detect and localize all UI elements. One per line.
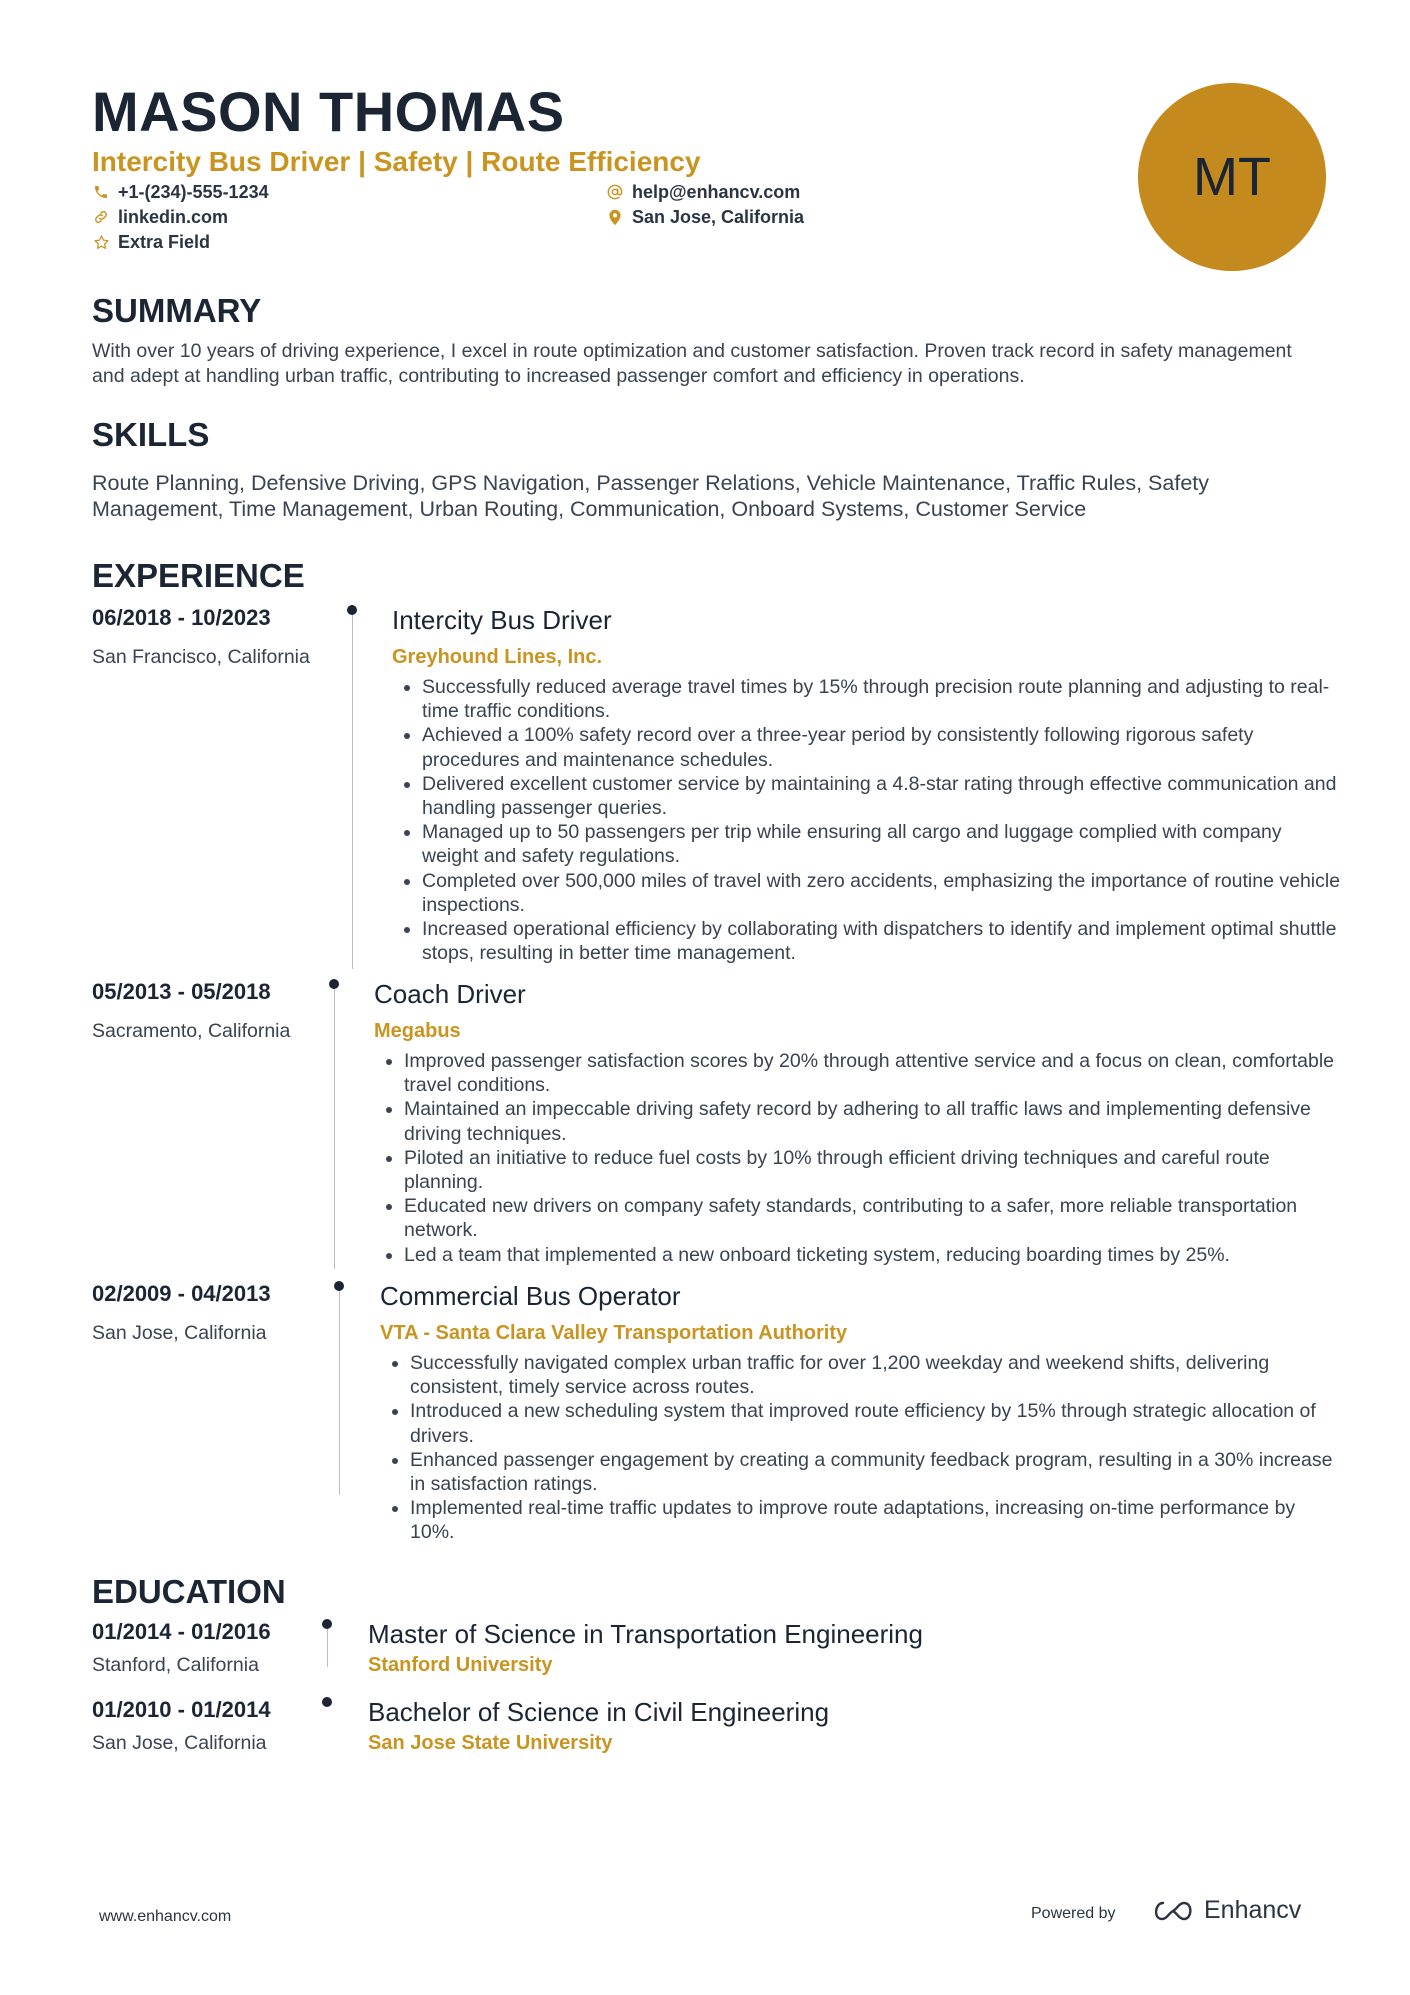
summary-title: SUMMARY [92, 292, 262, 329]
job-bullet: • Led a team that implemented a new onboard ticketing system, reducing boarding times by 25%. [404, 1243, 1334, 1267]
edu-degree: Bachelor of Science in Civil Engineering [368, 1697, 830, 1727]
contact-phone [92, 181, 269, 203]
contact-linkedin[interactable] [92, 206, 228, 228]
candidate-name: MASON THOMAS [92, 80, 565, 143]
at-icon [606, 183, 624, 201]
link-icon [92, 208, 110, 226]
edu-location: San Jose, California [92, 1732, 267, 1754]
job-location: San Francisco, California [92, 646, 310, 668]
job-bullet: • Piloted an initiative to reduce fuel costs by 10% through efficient driving techniques and careful route planning. [404, 1146, 1334, 1194]
job-bullet: • Successfully navigated complex urban traffic for over 1,200 weekday and weekend shifts, delivering consistent, timely service across routes. [410, 1351, 1340, 1399]
powered-by-label: Powered by [1031, 1905, 1116, 1922]
job-dates: 02/2009 - 04/2013 [92, 1281, 271, 1306]
edu-dates: 01/2014 - 01/2016 [92, 1619, 271, 1644]
timeline-line [352, 610, 353, 969]
enhancv-logo-icon [1150, 1899, 1196, 1923]
edu-school: San Jose State University [368, 1732, 613, 1754]
skills-title: SKILLS [92, 416, 210, 453]
timeline-line [327, 1625, 328, 1667]
extra-text: Extra Field [118, 232, 211, 252]
enhancv-brand[interactable] [1150, 1896, 1301, 1925]
edu-degree: Master of Science in Transportation Engineering [368, 1619, 923, 1649]
footer-url[interactable]: www.enhancv.com [99, 1908, 232, 1925]
job-bullet: • Educated new drivers on company safety standards, contributing to a safer, more reliable transportation network. [404, 1194, 1334, 1242]
skills-text: Route Planning, Defensive Driving, GPS Navigation, Passenger Relations, Vehicle Maintenance, Traffic Rules, Safety Management, Time Management, Urban Routing, Communication, Onboard Systems, Customer Service [92, 471, 1210, 521]
job-role: Commercial Bus Operator [380, 1281, 681, 1311]
job-role: Intercity Bus Driver [392, 605, 612, 635]
job-bullet: • Achieved a 100% safety record over a three-year period by consistently following rigorous safety procedures and maintenance schedules. [422, 723, 1342, 771]
timeline-dot [334, 1281, 344, 1291]
avatar: MT [1138, 83, 1326, 271]
linkedin-text: linkedin.com [118, 207, 229, 227]
job-bullets [382, 1049, 1334, 1267]
contact-location [606, 206, 804, 228]
star-icon [92, 233, 110, 251]
job-company: Greyhound Lines, Inc. [392, 646, 603, 668]
job-location: San Jose, California [92, 1322, 267, 1344]
job-location: Sacramento, California [92, 1020, 291, 1042]
timeline-dot [347, 605, 357, 615]
job-role: Coach Driver [374, 979, 526, 1009]
job-bullet: • Enhanced passenger engagement by creating a community feedback program, resulting in a 30% increase in satisfaction ratings. [410, 1448, 1340, 1496]
job-bullet: • Managed up to 50 passengers per trip while ensuring all cargo and luggage complied with company weight and safety regulations. [422, 820, 1342, 868]
location-pin-icon [606, 208, 624, 226]
phone-text: +1-(234)-555-1234 [118, 182, 269, 202]
job-bullet: • Successfully reduced average travel times by 15% through precision route planning and adjusting to real-time traffic conditions. [422, 675, 1342, 723]
brand-text: Enhancv [1204, 1896, 1302, 1924]
timeline-dot [322, 1619, 332, 1629]
job-bullet: • Implemented real-time traffic updates to improve route adaptations, increasing on-time performance by 10%. [410, 1496, 1340, 1544]
education-title: EDUCATION [92, 1573, 286, 1610]
timeline-line [339, 1287, 340, 1495]
phone-icon [92, 183, 110, 201]
email-text: help@enhancv.com [632, 182, 801, 202]
contact-email[interactable] [606, 181, 800, 203]
job-bullet: • Completed over 500,000 miles of travel with zero accidents, emphasizing the importance of routine vehicle inspections. [422, 869, 1342, 917]
job-company: VTA - Santa Clara Valley Transportation Authority [380, 1322, 848, 1344]
timeline-line [334, 985, 335, 1269]
location-text: San Jose, California [632, 207, 805, 227]
timeline-dot [322, 1697, 332, 1707]
job-bullet: • Introduced a new scheduling system that improved route efficiency by 15% through strategic allocation of drivers. [410, 1399, 1340, 1447]
edu-school: Stanford University [368, 1654, 553, 1676]
job-bullets [388, 1351, 1340, 1545]
timeline-dot [329, 979, 339, 989]
edu-location: Stanford, California [92, 1654, 259, 1676]
job-bullet: • Delivered excellent customer service by maintaining a 4.8-star rating through effective communication and handling passenger queries. [422, 772, 1342, 820]
edu-dates: 01/2010 - 01/2014 [92, 1697, 271, 1722]
experience-title: EXPERIENCE [92, 557, 305, 594]
summary-text: With over 10 years of driving experience, I excel in route optimization and customer satisfaction. Proven track record in safety management and adept at handling urban traffic, contributing to increased passenger comfort and efficiency in operations. [92, 340, 1292, 387]
job-bullet: • Improved passenger satisfaction scores by 20% through attentive service and a focus on clean, comfortable travel conditions. [404, 1049, 1334, 1097]
job-company: Megabus [374, 1020, 461, 1042]
contact-extra [92, 231, 210, 253]
job-bullets [400, 675, 1342, 965]
headline: Intercity Bus Driver | Safety | Route Efficiency [92, 146, 701, 177]
job-bullet: • Increased operational efficiency by collaborating with dispatchers to identify and implement optimal shuttle stops, resulting in better time management. [422, 917, 1342, 965]
job-dates: 05/2013 - 05/2018 [92, 979, 271, 1004]
job-bullet: • Maintained an impeccable driving safety record by adhering to all traffic laws and implementing defensive driving techniques. [404, 1097, 1334, 1145]
job-dates: 06/2018 - 10/2023 [92, 605, 271, 630]
